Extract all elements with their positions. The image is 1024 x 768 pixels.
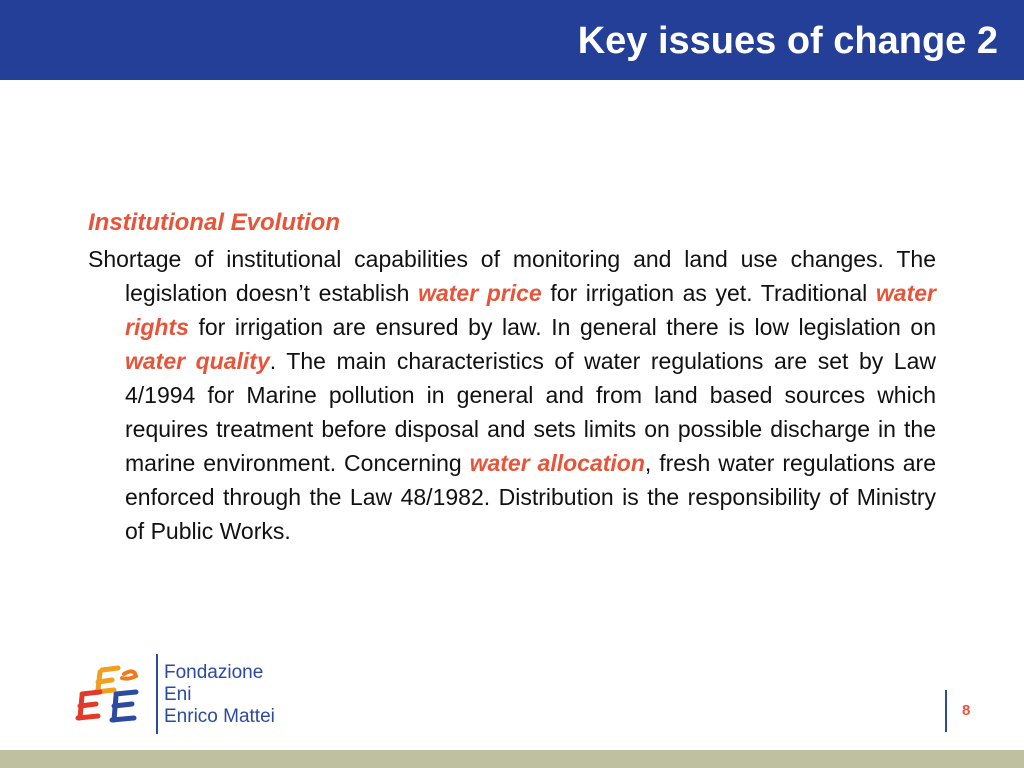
body-paragraph bbox=[88, 242, 936, 548]
fondazione-logo bbox=[72, 654, 302, 736]
highlight-water-rights: water rights bbox=[125, 280, 936, 340]
page-number: 8 bbox=[962, 702, 971, 719]
fem-logo-icon bbox=[72, 660, 156, 730]
slide-title: Key issues of change 2 bbox=[577, 20, 998, 62]
body-text-segment: for irrigation are ensured by law. In general there is low legislation on bbox=[188, 314, 936, 340]
body-text-segment: , fresh water regulations are enforced through the Law 48/1982. Distribution is the responsibility of Ministry of Public Works. bbox=[125, 450, 936, 544]
body-text-segment: Shortage of institutional capabilities of monitoring and land use changes. The legislation doesn’t establish bbox=[88, 246, 936, 306]
logo-wordmark bbox=[164, 662, 275, 728]
body-text-segment: for irrigation as yet. Traditional bbox=[541, 280, 876, 306]
logo-line-enrico-mattei: Enrico Mattei bbox=[164, 706, 275, 727]
body-text-segment: . The main characteristics of water regulations are set by Law 4/1994 for Marine pollution in general and from land based sources which requires treatment before disposal and sets limits on possible discharge in the marine environment. Concerning bbox=[125, 348, 936, 476]
page-number-divider bbox=[945, 690, 947, 732]
footer-bar bbox=[0, 750, 1024, 768]
header-bar bbox=[0, 0, 1024, 80]
slide-content bbox=[88, 206, 936, 548]
highlight-water-quality: water quality bbox=[125, 348, 270, 374]
highlight-water-price: water price bbox=[418, 280, 542, 306]
logo-line-eni: Eni bbox=[164, 684, 192, 705]
logo-divider bbox=[156, 654, 158, 734]
logo-line-fondazione: Fondazione bbox=[164, 662, 264, 683]
highlight-water-allocation: water allocation bbox=[469, 450, 645, 476]
section-heading: Institutional Evolution bbox=[88, 209, 340, 236]
